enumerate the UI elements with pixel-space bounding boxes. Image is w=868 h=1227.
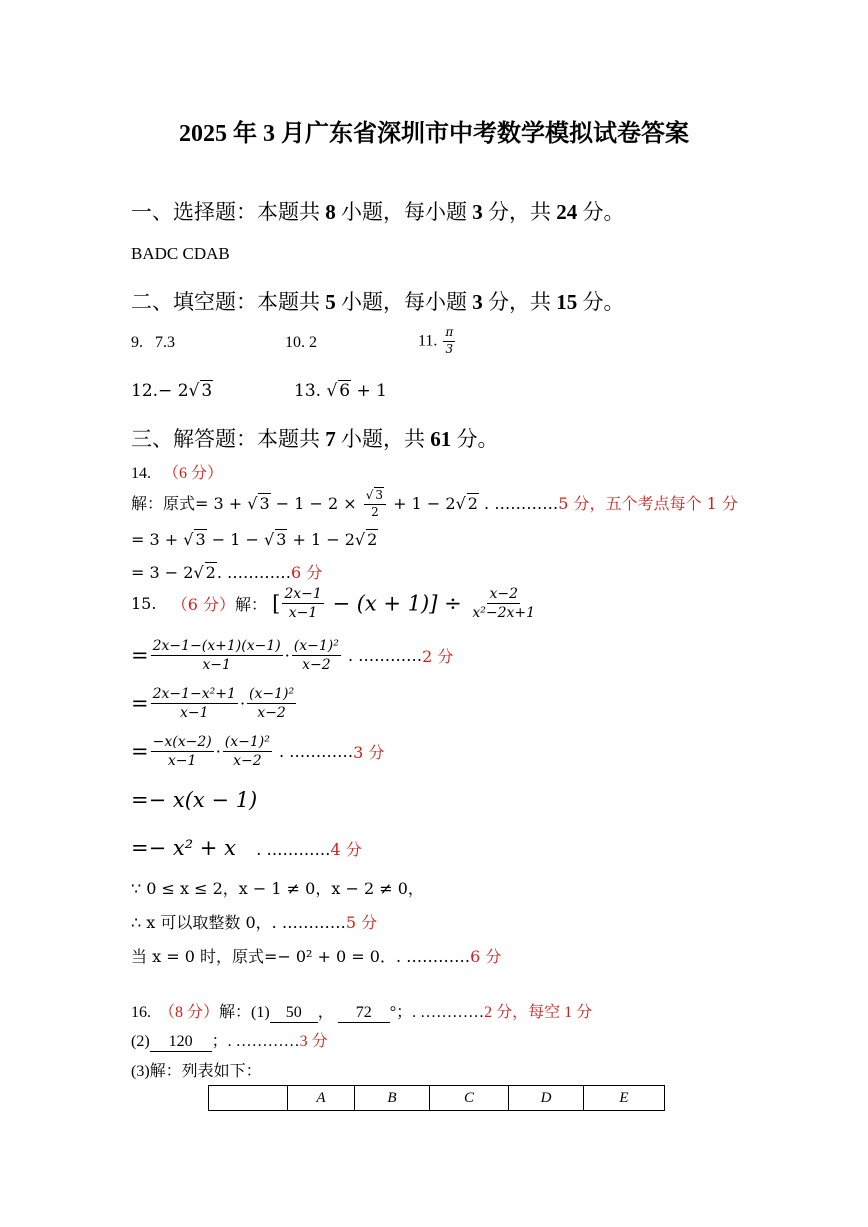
fill-answer-11: 11. $\frac{\pi}{3}$ bbox=[418, 325, 454, 356]
section-choice-heading: 一、选择题：本题共 8 小题，每小题 3 分，共 24 分。 bbox=[131, 200, 625, 224]
q15-step4: =− x(x − 1) bbox=[131, 788, 258, 812]
table-header-cell: E bbox=[584, 1086, 665, 1111]
fill-answer-9: 9. 7.3 bbox=[131, 334, 175, 351]
q15-condition: ∵ 0 ≤ x ≤ 2，x − 1 ≠ 0，x − 2 ≠ 0， bbox=[131, 879, 424, 898]
q16-part2: (2) 120 ；. …………3 分 bbox=[131, 1033, 328, 1050]
table-row bbox=[209, 1086, 665, 1111]
table-header-cell: C bbox=[430, 1086, 509, 1111]
q15-final-value: 当 x = 0 时，原式=− 0² + 0 = 0．. …………6 分 bbox=[131, 947, 502, 966]
choice-answers: BADC CDAB bbox=[131, 244, 230, 263]
q14-step3: = 3 − 2√ 2. …………6 分 bbox=[131, 563, 323, 582]
table-header-cell: D bbox=[509, 1086, 584, 1111]
q15-step2: = $\frac{\text{2x−1−x²+1}}{x-1}$ · $\frac{\text{(x−1)²}}{x-2}$ bbox=[131, 686, 295, 722]
fill-answer-10: 10. 2 bbox=[285, 334, 317, 351]
page-title: 2025 年 3 月广东省深圳市中考数学模拟试卷答案 bbox=[179, 121, 689, 147]
q15-integer-choice: ∴ x 可以取整数 0，. …………5 分 bbox=[131, 913, 378, 932]
table-header-cell: A bbox=[288, 1086, 355, 1111]
table-header-cell bbox=[209, 1086, 288, 1111]
q15-step3: = $\frac{-x(x-2)}{x-1}$ · $\frac{\text{(x−1)²}}{x-2}$ . …………3 分 bbox=[131, 734, 385, 770]
section-solve-heading: 三、解答题：本题共 7 小题，共 61 分。 bbox=[131, 427, 499, 451]
q15-step1: = $\frac{2x-1-(x+1)(x-1)}{x-1}$ · $\frac{\text{(x−1)²}}{x-2}$ . …………2 分 bbox=[131, 638, 454, 674]
q14-step1: 解：原式= 3 + √ 3 − 1 − 2 × $\frac{√ 3}{2}$ + 1 − 2√ 2 . …………5 分，五个考点每个 1 分 bbox=[131, 488, 738, 519]
q16-table bbox=[208, 1085, 665, 1111]
q16-part3: (3)解：列表如下： bbox=[131, 1063, 262, 1080]
q16-part1: 16. （8 分）解：(1) 50 ， 72 °；. …………2 分，每空 1 分 bbox=[131, 1004, 593, 1021]
q15-problem: 15. （6 分）解： [ $\frac{2x-1}{x-1}$ − (x + 1)] ÷ $\frac{x-2}{\text{x²−2x+1}}$ bbox=[131, 586, 536, 622]
q15-step5: =− x² + x . …………4 分 bbox=[131, 836, 362, 860]
fill-answer-12: 12.− 2√ 3 bbox=[131, 381, 213, 401]
section-fill-heading: 二、填空题：本题共 5 小题，每小题 3 分，共 15 分。 bbox=[131, 290, 625, 314]
q14-header: 14. （6 分） bbox=[131, 465, 224, 482]
q14-step2: = 3 + √ 3 − 1 − √ 3 + 1 − 2√ 2 bbox=[131, 530, 378, 549]
fill-answer-13: 13. √ 6 + 1 bbox=[294, 381, 387, 401]
table-header-cell: B bbox=[355, 1086, 430, 1111]
